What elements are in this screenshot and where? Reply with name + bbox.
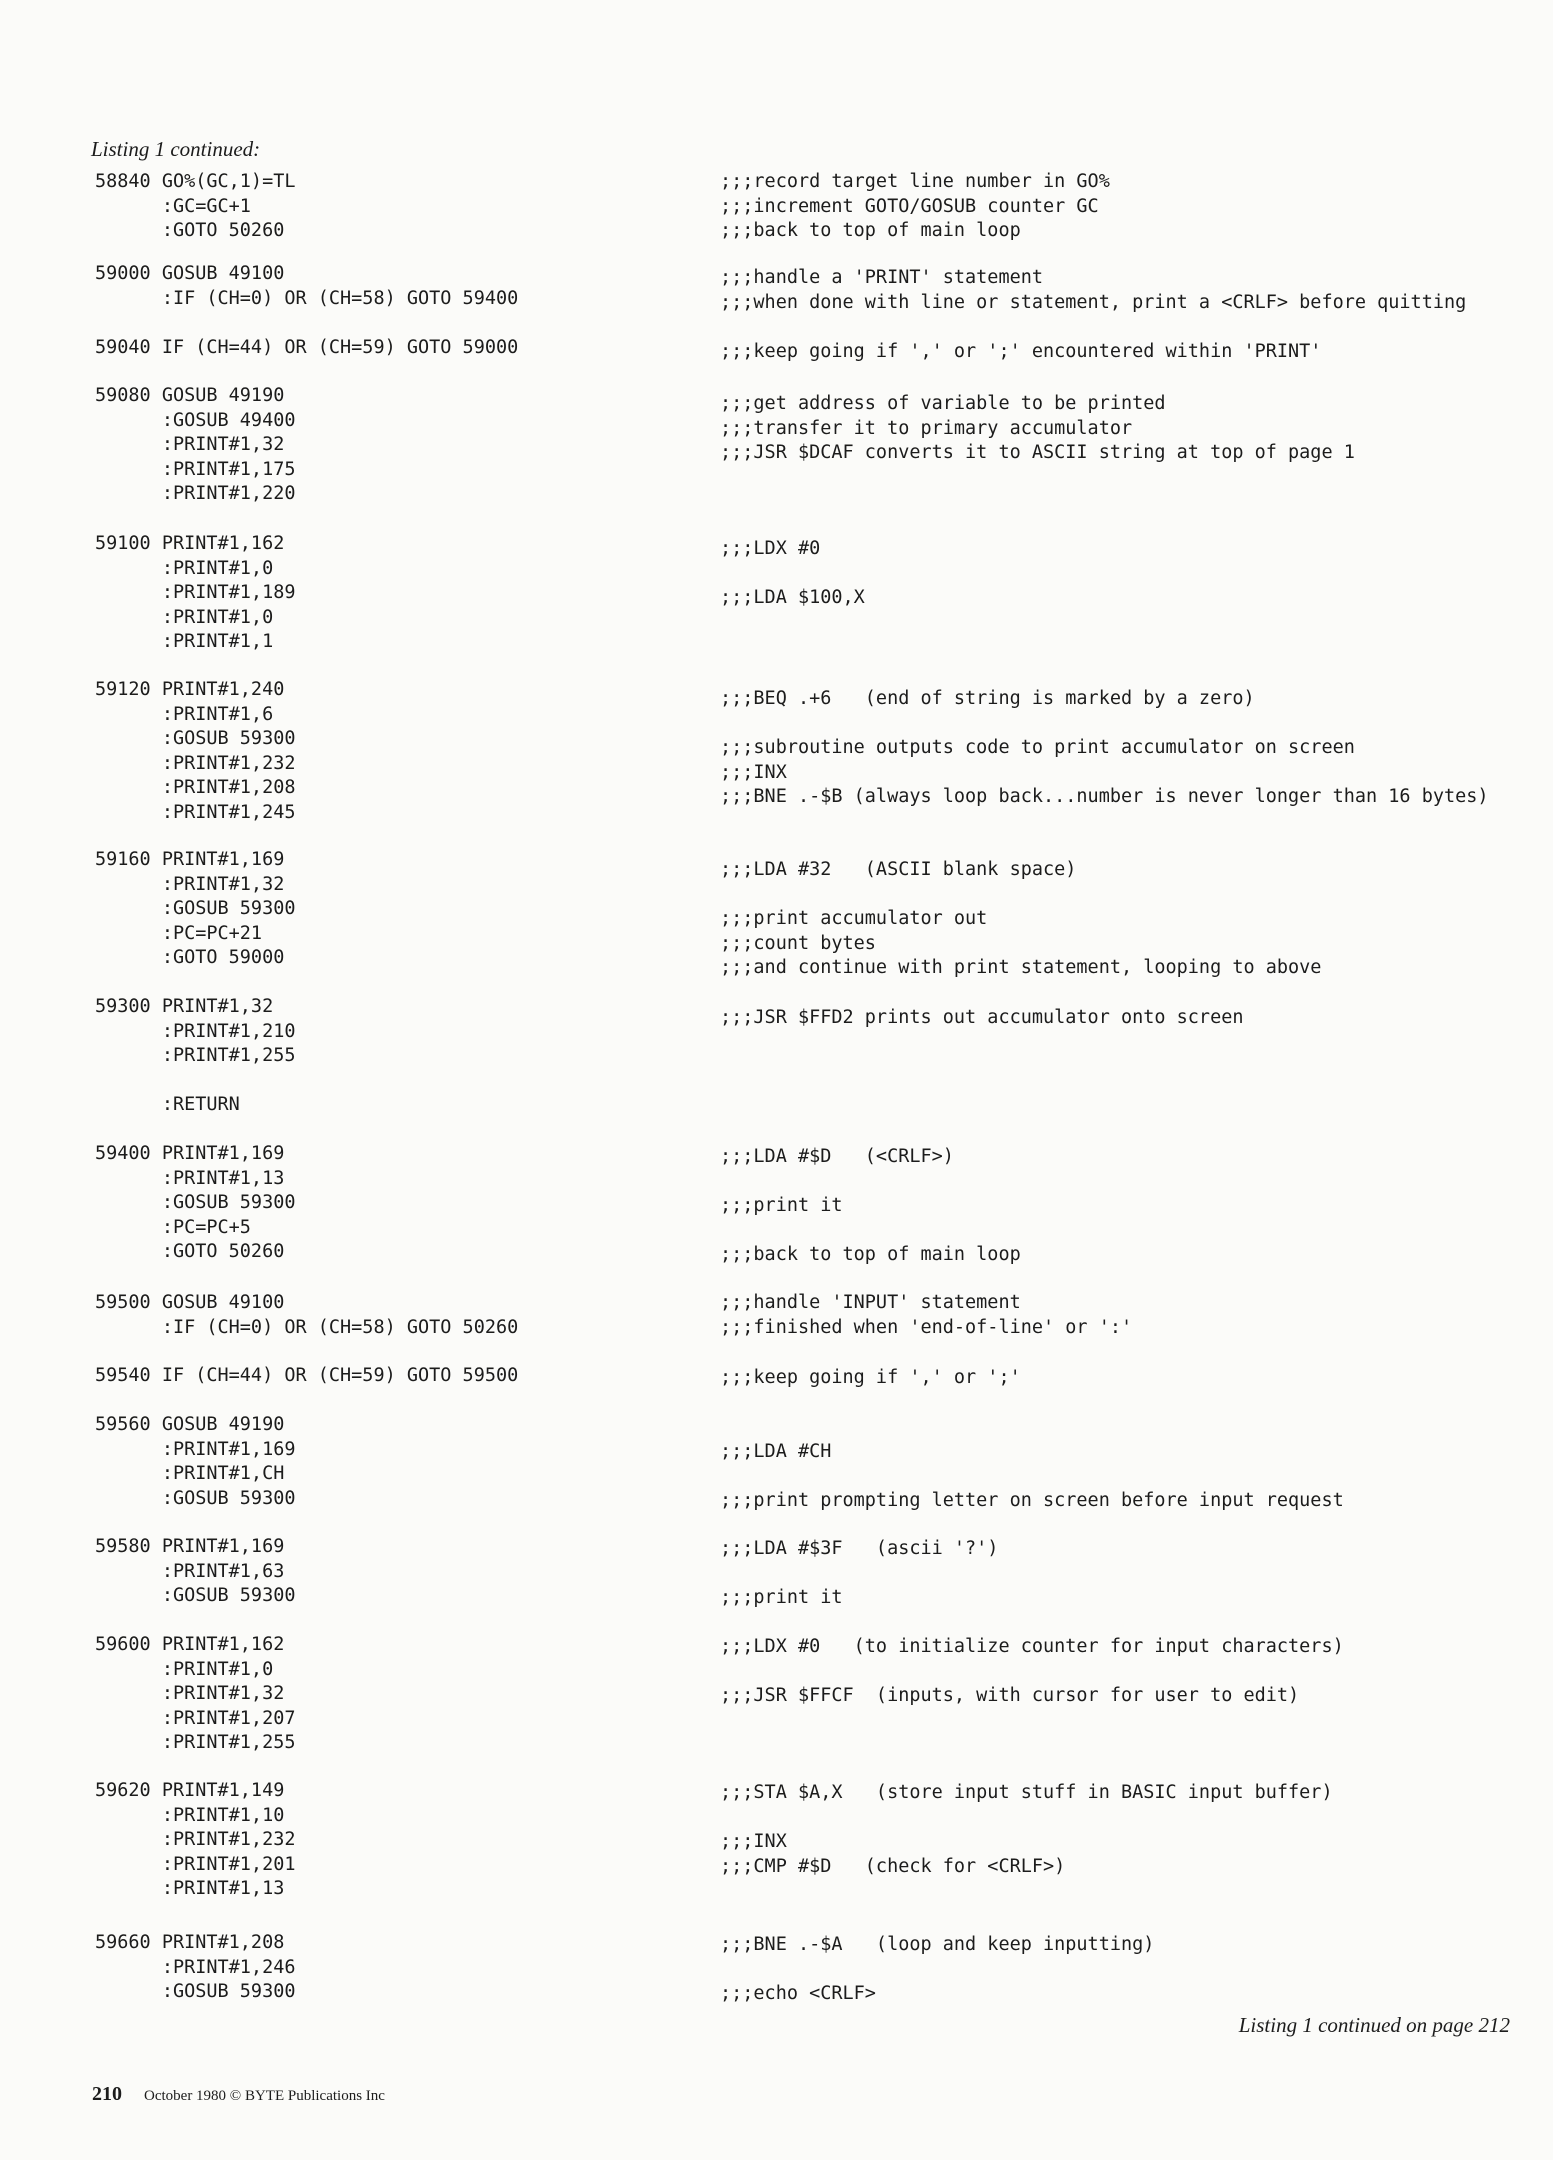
comment-block-59000: ;;;handle a 'PRINT' statement ;;;when done with line or statement, print a <CRLF> before quitting: [720, 267, 1467, 313]
comment-block-59040: ;;;keep going if ',' or ';' encountered within 'PRINT': [720, 341, 1322, 362]
comment-block-59300: ;;;JSR $FFD2 prints out accumulator onto screen: [720, 1007, 1244, 1028]
comment-block-59580: ;;;LDA #$3F (ascii '?') ;;;print it: [720, 1538, 999, 1609]
comment-block-59160: ;;;LDA #32 (ASCII blank space) ;;;print accumulator out ;;;count bytes ;;;and continue with print statement, looping to above: [720, 859, 1322, 979]
comment-block-59080: ;;;get address of variable to be printed ;;;transfer it to primary accumulator ;;;JSR $DCAF converts it to ASCII string at top of page 1: [720, 393, 1355, 464]
comment-block-59500: ;;;handle 'INPUT' statement ;;;finished when 'end-of-line' or ':': [720, 1292, 1133, 1338]
listing-heading: Listing 1 continued:: [91, 137, 261, 161]
code-block-59080: 59080 GOSUB 49190 :GOSUB 49400 :PRINT#1,32 :PRINT#1,175 :PRINT#1,220: [95, 385, 296, 505]
code-block-59620: 59620 PRINT#1,149 :PRINT#1,10 :PRINT#1,232 :PRINT#1,201 :PRINT#1,13: [95, 1780, 296, 1900]
code-block-59500: 59500 GOSUB 49100 :IF (CH=0) OR (CH=58) GOTO 50260: [95, 1292, 519, 1338]
code-block-59400: 59400 PRINT#1,169 :PRINT#1,13 :GOSUB 59300 :PC=PC+5 :GOTO 50260: [95, 1143, 296, 1263]
comment-block-59540: ;;;keep going if ',' or ';': [720, 1367, 1021, 1388]
code-block-59040: 59040 IF (CH=44) OR (CH=59) GOTO 59000: [95, 337, 519, 358]
comment-block-59100: ;;;LDX #0 ;;;LDA $100,X: [720, 538, 865, 609]
comment-block-59120: ;;;BEQ .+6 (end of string is marked by a zero) ;;;subroutine outputs code to print accumulator on screen ;;;INX ;;;BNE .-$B (always loop back...number is never longer than 16 bytes): [720, 688, 1489, 808]
comment-block-59660: ;;;BNE .-$A (loop and keep inputting) ;;;echo <CRLF>: [720, 1934, 1155, 2005]
footer-publication: October 1980 © BYTE Publications Inc: [144, 2088, 385, 2104]
code-block-59120: 59120 PRINT#1,240 :PRINT#1,6 :GOSUB 59300 :PRINT#1,232 :PRINT#1,208 :PRINT#1,245: [95, 679, 296, 823]
code-block-59000: 59000 GOSUB 49100 :IF (CH=0) OR (CH=58) GOTO 59400: [95, 263, 519, 309]
code-block-59300: 59300 PRINT#1,32 :PRINT#1,210 :PRINT#1,255 :RETURN: [95, 996, 296, 1116]
code-block-59560: 59560 GOSUB 49190 :PRINT#1,169 :PRINT#1,CH :GOSUB 59300: [95, 1414, 296, 1509]
code-block-59540: 59540 IF (CH=44) OR (CH=59) GOTO 59500: [95, 1365, 519, 1386]
listing-continued-note: Listing 1 continued on page 212: [1238, 2013, 1510, 2037]
code-block-59100: 59100 PRINT#1,162 :PRINT#1,0 :PRINT#1,189 :PRINT#1,0 :PRINT#1,1: [95, 533, 296, 653]
comment-block-58840: ;;;record target line number in GO% ;;;increment GOTO/GOSUB counter GC ;;;back to top of main loop: [720, 171, 1110, 242]
code-block-59600: 59600 PRINT#1,162 :PRINT#1,0 :PRINT#1,32 :PRINT#1,207 :PRINT#1,255: [95, 1634, 296, 1754]
page-number: 210: [92, 2083, 122, 2105]
comment-block-59620: ;;;STA $A,X (store input stuff in BASIC input buffer) ;;;INX ;;;CMP #$D (check for <CRLF>): [720, 1782, 1333, 1877]
code-block-59660: 59660 PRINT#1,208 :PRINT#1,246 :GOSUB 59300: [95, 1932, 296, 2003]
code-block-58840: 58840 GO%(GC,1)=TL :GC=GC+1 :GOTO 50260: [95, 171, 296, 242]
comment-block-59400: ;;;LDA #$D (<CRLF>) ;;;print it ;;;back to top of main loop: [720, 1146, 1021, 1266]
comment-block-59560: ;;;LDA #CH ;;;print prompting letter on screen before input request: [720, 1440, 1344, 1511]
code-block-59160: 59160 PRINT#1,169 :PRINT#1,32 :GOSUB 59300 :PC=PC+21 :GOTO 59000: [95, 849, 296, 969]
code-block-59580: 59580 PRINT#1,169 :PRINT#1,63 :GOSUB 59300: [95, 1536, 296, 1607]
page-footer: [92, 2083, 385, 2106]
comment-block-59600: ;;;LDX #0 (to initialize counter for input characters) ;;;JSR $FFCF (inputs, with cursor for user to edit): [720, 1636, 1344, 1707]
